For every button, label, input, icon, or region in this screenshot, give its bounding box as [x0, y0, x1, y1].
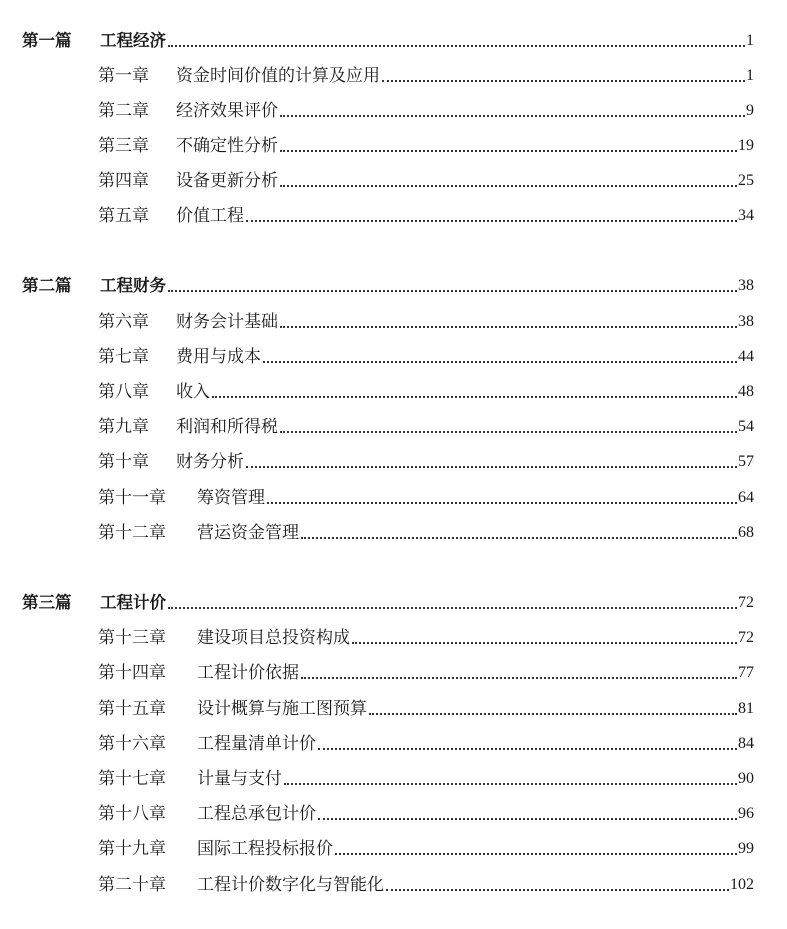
- dot-leader: [386, 889, 729, 891]
- page-number: 64: [738, 489, 754, 506]
- chapter-title: 费用与成本: [176, 347, 261, 367]
- dot-leader: [280, 326, 737, 328]
- chapter-number: 第七章: [98, 347, 149, 367]
- dot-leader: [280, 185, 737, 187]
- part-entry[interactable]: [22, 590, 754, 614]
- dot-leader: [335, 853, 737, 855]
- page-number: 72: [738, 629, 754, 646]
- chapter-title: 建设项目总投资构成: [197, 628, 350, 648]
- part-number: 第二篇: [22, 276, 72, 295]
- chapter-entry[interactable]: [98, 63, 754, 87]
- page-number: 1: [746, 67, 754, 84]
- dot-leader: [168, 607, 737, 609]
- dot-leader: [352, 642, 737, 644]
- dot-leader: [267, 502, 737, 504]
- chapter-number: 第三章: [98, 136, 149, 156]
- part-title: 工程经济: [100, 31, 166, 50]
- page-number: 48: [738, 383, 754, 400]
- chapter-entry[interactable]: [98, 449, 754, 473]
- chapter-number: 第九章: [98, 417, 149, 437]
- chapter-number: 第二章: [98, 101, 149, 121]
- chapter-entry[interactable]: [98, 801, 754, 825]
- chapter-title: 财务分析: [176, 452, 244, 472]
- chapter-number: 第十章: [98, 452, 149, 472]
- chapter-number: 第六章: [98, 312, 149, 332]
- page-number: 34: [738, 207, 754, 224]
- dot-leader: [382, 80, 745, 82]
- chapter-title: 收入: [176, 382, 210, 402]
- chapter-number: 第十二章: [98, 523, 166, 543]
- page-number: 68: [738, 524, 754, 541]
- chapter-number: 第二十章: [98, 875, 166, 895]
- chapter-title: 设备更新分析: [176, 171, 278, 191]
- chapter-number: 第一章: [98, 66, 149, 86]
- page-number: 1: [746, 32, 754, 49]
- chapter-entry[interactable]: [98, 731, 754, 755]
- chapter-number: 第十五章: [98, 699, 166, 719]
- chapter-entry[interactable]: [98, 520, 754, 544]
- page-number: 9: [746, 102, 754, 119]
- page-number: 77: [738, 664, 754, 681]
- part-number: 第一篇: [22, 31, 72, 50]
- chapter-entry[interactable]: [98, 203, 754, 227]
- chapter-number: 第十六章: [98, 734, 166, 754]
- chapter-title: 筹资管理: [197, 488, 265, 508]
- page-number: 84: [738, 735, 754, 752]
- page-number: 38: [738, 277, 754, 294]
- chapter-number: 第十三章: [98, 628, 166, 648]
- part-title: 工程计价: [100, 593, 166, 612]
- chapter-title: 工程计价依据: [197, 663, 299, 683]
- chapter-title: 计量与支付: [197, 769, 282, 789]
- chapter-title: 价值工程: [176, 206, 244, 226]
- chapter-number: 第十一章: [98, 488, 166, 508]
- chapter-title: 资金时间价值的计算及应用: [176, 66, 380, 86]
- part-entry[interactable]: [22, 273, 754, 297]
- page-number: 96: [738, 805, 754, 822]
- chapter-title: 利润和所得税: [176, 417, 278, 437]
- dot-leader: [280, 431, 737, 433]
- chapter-entry[interactable]: [98, 485, 754, 509]
- chapter-entry[interactable]: [98, 133, 754, 157]
- chapter-number: 第十七章: [98, 769, 166, 789]
- dot-leader: [318, 818, 737, 820]
- chapter-entry[interactable]: [98, 625, 754, 649]
- chapter-title: 工程总承包计价: [197, 804, 316, 824]
- dot-leader: [246, 466, 737, 468]
- page-number: 54: [738, 418, 754, 435]
- chapter-title: 不确定性分析: [176, 136, 278, 156]
- chapter-entry[interactable]: [98, 766, 754, 790]
- page-number: 90: [738, 770, 754, 787]
- chapter-entry[interactable]: [98, 660, 754, 684]
- chapter-title: 工程量清单计价: [197, 734, 316, 754]
- part-number: 第三篇: [22, 593, 72, 612]
- chapter-title: 工程计价数字化与智能化: [197, 875, 384, 895]
- page-number: 44: [738, 348, 754, 365]
- chapter-title: 营运资金管理: [197, 523, 299, 543]
- chapter-title: 财务会计基础: [176, 312, 278, 332]
- page-number: 57: [738, 453, 754, 470]
- dot-leader: [246, 220, 737, 222]
- chapter-title: 设计概算与施工图预算: [197, 699, 367, 719]
- dot-leader: [318, 748, 737, 750]
- chapter-number: 第十八章: [98, 804, 166, 824]
- part-entry[interactable]: [22, 28, 754, 52]
- dot-leader: [168, 290, 737, 292]
- part-title: 工程财务: [100, 276, 166, 295]
- chapter-number: 第十四章: [98, 663, 166, 683]
- page-number: 102: [730, 876, 754, 893]
- chapter-number: 第四章: [98, 171, 149, 191]
- chapter-title: 国际工程投标报价: [197, 839, 333, 859]
- chapter-entry[interactable]: [98, 836, 754, 860]
- chapter-entry[interactable]: [98, 309, 754, 333]
- dot-leader: [284, 783, 737, 785]
- dot-leader: [168, 45, 745, 47]
- chapter-entry[interactable]: [98, 872, 754, 896]
- chapter-entry[interactable]: [98, 344, 754, 368]
- dot-leader: [212, 396, 737, 398]
- dot-leader: [280, 150, 737, 152]
- page-number: 99: [738, 840, 754, 857]
- page-number: 25: [738, 172, 754, 189]
- page-number: 81: [738, 700, 754, 717]
- dot-leader: [301, 537, 737, 539]
- chapter-title: 经济效果评价: [176, 101, 278, 121]
- dot-leader: [263, 361, 737, 363]
- page-number: 19: [738, 137, 754, 154]
- dot-leader: [301, 677, 737, 679]
- chapter-entry[interactable]: [98, 696, 754, 720]
- chapter-number: 第五章: [98, 206, 149, 226]
- page-number: 72: [738, 594, 754, 611]
- chapter-entry[interactable]: [98, 414, 754, 438]
- chapter-entry[interactable]: [98, 98, 754, 122]
- chapter-number: 第八章: [98, 382, 149, 402]
- dot-leader: [369, 713, 737, 715]
- dot-leader: [280, 115, 745, 117]
- chapter-number: 第十九章: [98, 839, 166, 859]
- chapter-entry[interactable]: [98, 168, 754, 192]
- page-number: 38: [738, 313, 754, 330]
- chapter-entry[interactable]: [98, 379, 754, 403]
